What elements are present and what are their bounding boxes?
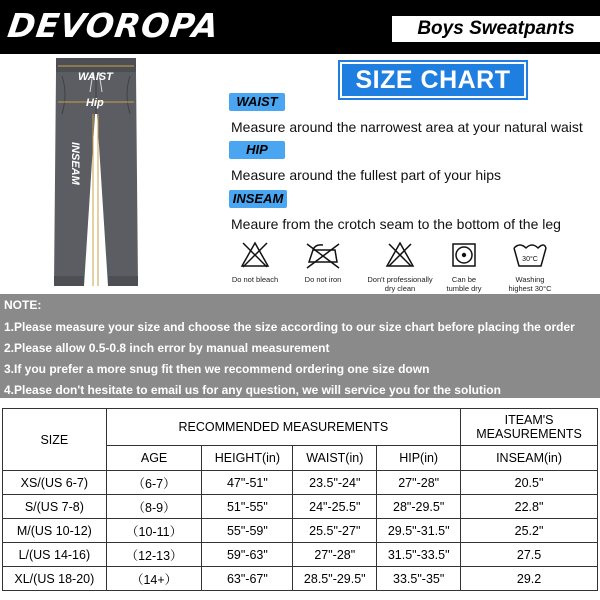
inseam-tag: INSEAM	[229, 190, 287, 208]
column-header: HIP(in)	[377, 446, 461, 471]
column-header: WAIST(in)	[293, 446, 377, 471]
table-cell: 22.8"	[461, 495, 598, 519]
table-cell: （6-7）	[106, 471, 202, 495]
care-label: Do not bleach	[231, 275, 279, 284]
table-cell: S/(US 7-8)	[3, 495, 107, 519]
table-cell: 47"-51"	[202, 471, 293, 495]
table-cell: 33.5"-35"	[377, 567, 461, 591]
size-table	[2, 408, 598, 591]
sweatpants-image	[46, 54, 146, 294]
table-row	[3, 543, 598, 567]
table-row	[3, 471, 598, 495]
do-not-iron-icon	[303, 240, 343, 270]
inseam-label: INSEAM	[69, 142, 81, 185]
table-cell: XS/(US 6-7)	[3, 471, 107, 495]
table-row	[3, 567, 598, 591]
note-line: 3.If you prefer a more snug fit then we recommend ordering one size down	[4, 362, 430, 376]
column-header: AGE	[106, 446, 202, 471]
note-line: 4.Please don't hesitate to email us for any question, we will service you for the solution	[4, 383, 501, 397]
care-washing-30	[491, 240, 569, 293]
product-title: Boys Sweatpants	[392, 16, 600, 42]
table-row	[3, 519, 598, 543]
care-label: Do not iron	[304, 275, 342, 284]
table-cell: （14+）	[106, 567, 202, 591]
note-title: NOTE:	[4, 298, 42, 312]
waistband	[56, 58, 136, 72]
care-do-not-iron	[284, 240, 362, 284]
table-cell: 29.2	[461, 567, 598, 591]
note-line: 2.Please allow 0.5-0.8 inch error by manual measurement	[4, 341, 330, 355]
waist-description: Measure around the narrowest area at your natural waist	[231, 119, 583, 135]
care-label-line2: highest 30°C	[508, 284, 552, 293]
table-cell: 27.5	[461, 543, 598, 567]
table-cell: 55"-59"	[202, 519, 293, 543]
table-cell: 20.5"	[461, 471, 598, 495]
table-cell: 25.2"	[461, 519, 598, 543]
item-header-line1: ITEAM'S	[504, 413, 554, 427]
table-cell: M/(US 10-12)	[3, 519, 107, 543]
header-bar	[0, 0, 600, 54]
table-cell: （10-11）	[106, 519, 202, 543]
table-row	[3, 495, 598, 519]
care-do-not-bleach	[216, 240, 294, 284]
recommended-header: RECOMMENDED MEASUREMENTS	[106, 409, 460, 446]
waist-label: WAIST	[78, 71, 113, 83]
hip-description: Measure around the fullest part of your hips	[231, 167, 502, 183]
table-cell: 27"-28"	[377, 471, 461, 495]
size-chart-title: SIZE CHART	[340, 62, 526, 98]
table-cell: 28.5"-29.5"	[293, 567, 377, 591]
table-header-row	[3, 409, 598, 446]
table-cell: （12-13）	[106, 543, 202, 567]
table-cell: L/(US 14-16)	[3, 543, 107, 567]
care-label: Can be	[451, 275, 477, 284]
care-label-line2: tumble dry	[446, 284, 482, 293]
tumble-dry-icon	[449, 240, 479, 270]
table-cell: 31.5"-33.5"	[377, 543, 461, 567]
care-label: Washing	[515, 275, 545, 284]
care-label: Don't professionally	[367, 275, 433, 284]
item-header-line2: MEASUREMENTS	[476, 427, 582, 441]
hip-label: Hip	[86, 97, 104, 109]
table-cell: 59"-63"	[202, 543, 293, 567]
table-cell: 25.5"-27"	[293, 519, 377, 543]
waist-tag: WAIST	[229, 93, 285, 111]
column-header: INSEAM(in)	[461, 446, 598, 471]
care-label-line2: dry clean	[384, 284, 416, 293]
note-line: 1.Please measure your size and choose the size according to our size chart before placing the order	[4, 320, 575, 334]
table-cell: 51"-55"	[202, 495, 293, 519]
table-cell: （8-9）	[106, 495, 202, 519]
note-panel	[0, 294, 600, 398]
table-cell: 29.5"-31.5"	[377, 519, 461, 543]
do-not-bleach-icon	[240, 240, 270, 270]
column-header: HEIGHT(in)	[202, 446, 293, 471]
brand-logo: DEVOROPA	[5, 6, 222, 45]
table-cell: 63"-67"	[202, 567, 293, 591]
table-cell: 27"-28"	[293, 543, 377, 567]
table-cell: 23.5"-24"	[293, 471, 377, 495]
table-cell: 28"-29.5"	[377, 495, 461, 519]
pants-diagram	[46, 54, 146, 294]
table-cell: XL/(US 18-20)	[3, 567, 107, 591]
size-header: SIZE	[3, 409, 107, 471]
item-measurements-header	[461, 409, 598, 446]
washing-temperature-badge: 30°C	[522, 256, 538, 263]
washing-30-icon	[510, 240, 550, 270]
hip-tag: HIP	[229, 141, 285, 159]
inseam-description: Meaure from the crotch seam to the bottom of the leg	[231, 216, 561, 232]
do-not-dry-clean-icon	[385, 240, 415, 270]
table-cell: 24"-25.5"	[293, 495, 377, 519]
